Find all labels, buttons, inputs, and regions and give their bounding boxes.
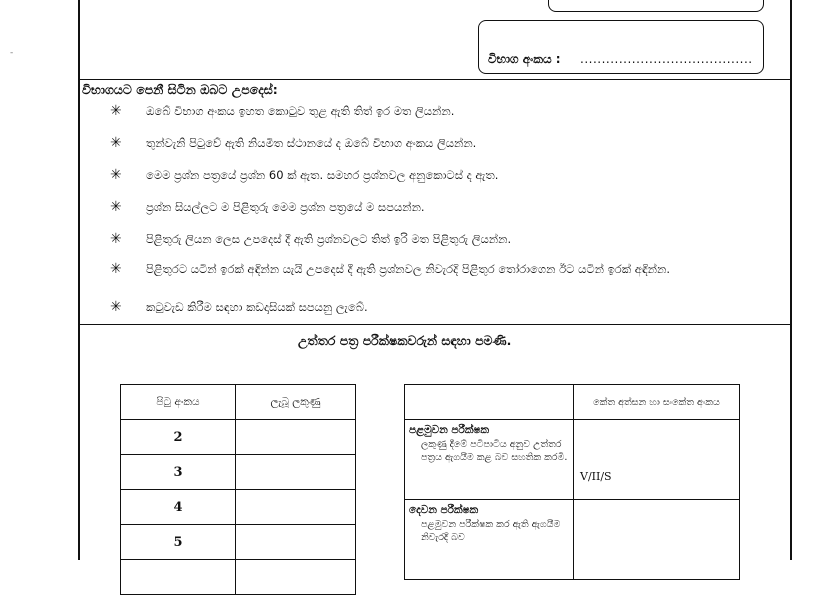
first-examiner-text: ලකුණු දීමේ පටිපාටිය අනුව උත්තර පත්‍රය ඇගයීම කළ බව සහතික කරමි. xyxy=(421,439,568,463)
blank-header-cell xyxy=(405,385,574,420)
marks-cell[interactable] xyxy=(236,525,356,560)
star-asterisk-icon: ✳ xyxy=(110,299,122,315)
col-page-header: පිටු අංකය xyxy=(121,385,236,420)
examiners-section-title: උත්තර පත්‍ර පරීක්ෂකවරුන් සඳහා පමණි. xyxy=(298,333,512,348)
page-number-cell: 2 xyxy=(121,420,236,455)
marks-table xyxy=(120,384,356,595)
table-row xyxy=(405,500,740,580)
page-frame-right xyxy=(790,0,792,560)
first-examiner-code: V/II/S xyxy=(580,470,612,483)
exam-number-field[interactable]: ........................................ xyxy=(580,52,753,66)
scan-speck: - xyxy=(10,48,14,58)
instructions-title: විභාගයට පෙනී සිටින ඔබට උපදෙස්: xyxy=(82,82,278,97)
signature-table-header xyxy=(405,385,740,420)
second-examiner-sign-cell[interactable] xyxy=(574,500,740,580)
marks-cell[interactable] xyxy=(236,420,356,455)
marks-cell[interactable] xyxy=(236,560,356,595)
second-examiner-cell xyxy=(405,500,574,580)
first-examiner-title: පළමුවන පරීක්ෂක xyxy=(409,424,490,436)
star-asterisk-icon: ✳ xyxy=(110,199,122,215)
page-number-cell: 3 xyxy=(121,455,236,490)
page-number-cell: 5 xyxy=(121,525,236,560)
page-frame-left xyxy=(78,0,80,560)
first-examiner-cell xyxy=(405,420,574,500)
divider-examiners-top xyxy=(78,324,791,325)
table-row xyxy=(121,420,356,455)
examiner-signature-table xyxy=(404,384,740,580)
marks-cell[interactable] xyxy=(236,455,356,490)
table-row xyxy=(121,525,356,560)
exam-number-label: විභාග අංකය : xyxy=(488,52,561,66)
exam-paper-page: විභාග අංකය : ........................................ විභාගයට පෙනී සිටින ඔබට උපදෙස්: ✳ ඔබේ විභාග අංකය ඉහත කොටුව තුළ ඇති තිත් ඉර මත ලියන්න. ✳ තුන්වැනි පිටුවේ ඇති නියමිත ස්ථානයේ ද ඔබේ විභාග අංකය ලියන්න. ✳ මෙම ප්‍රශ්න පත්‍රයේ ප්‍රශ්න 60 ක් ඇත. සමහර ප්‍රශ්නවල අනුකොටස් ද ඇත. ✳ ප්‍රශ්න සියල්ලට ම පිළිතුරු මෙම ප්‍රශ්න පත්‍රයේ ම සපයන්න. ✳ පිළිතුරු ලියන ලෙස උපදෙස් දී ඇති ප්‍රශ්නවලට තිත් ඉරි මත පිළිතුරු ලියන්න. ✳ පිළිතුරට යටින් ඉරක් අඳින්න යැයි උපදෙස් දී ඇති ප්‍රශ්නවල නිවැරදි පිළිතුර තෝරාගෙන ඊට යටින් ඉරක් අඳින්න. ✳ කටුවැඩ කිරීම සඳහා කඩදාසියක් සපයනු ලැබේ. උත්තර පත්‍ර පරීක්ෂකවරුන් සඳහා පමණි. පිටු අංකය ලැබූ ලකුණු 2 3 4 5 කේත අත්සන හා සංකේත අංකය පළමුවන පරීක්ෂක ලකුණු දීමේ පටිපාටිය අනුව උත්තර පත්‍රය ඇගයීම කළ බව සහතික කරමි. V/II/S දෙවන පරීක්ෂක පළමුවන පරීක්ෂක කර ඇති ඇගයීම නිවැරදි බව - xyxy=(0,0,840,560)
star-asterisk-icon: ✳ xyxy=(110,261,122,277)
second-examiner-text: පළමුවන පරීක්ෂක කර ඇති ඇගයීම නිවැරදි බව xyxy=(421,519,561,543)
star-asterisk-icon: ✳ xyxy=(110,135,122,151)
marks-cell[interactable] xyxy=(236,490,356,525)
table-row xyxy=(121,455,356,490)
table-row xyxy=(121,560,356,595)
col-signature-header: කේත අත්සන හා සංකේත අංකය xyxy=(574,385,740,420)
page-number-cell xyxy=(121,560,236,595)
top-box xyxy=(548,0,764,12)
star-asterisk-icon: ✳ xyxy=(110,103,122,119)
page-number-cell: 4 xyxy=(121,490,236,525)
divider-instructions-top xyxy=(78,79,791,80)
first-examiner-sign-cell[interactable] xyxy=(574,420,740,500)
table-row xyxy=(121,490,356,525)
col-marks-header: ලැබූ ලකුණු xyxy=(236,385,356,420)
star-asterisk-icon: ✳ xyxy=(110,231,122,247)
marks-table-header xyxy=(121,385,356,420)
table-row xyxy=(405,420,740,500)
second-examiner-title: දෙවන පරීක්ෂක xyxy=(409,504,479,516)
star-asterisk-icon: ✳ xyxy=(110,167,122,183)
